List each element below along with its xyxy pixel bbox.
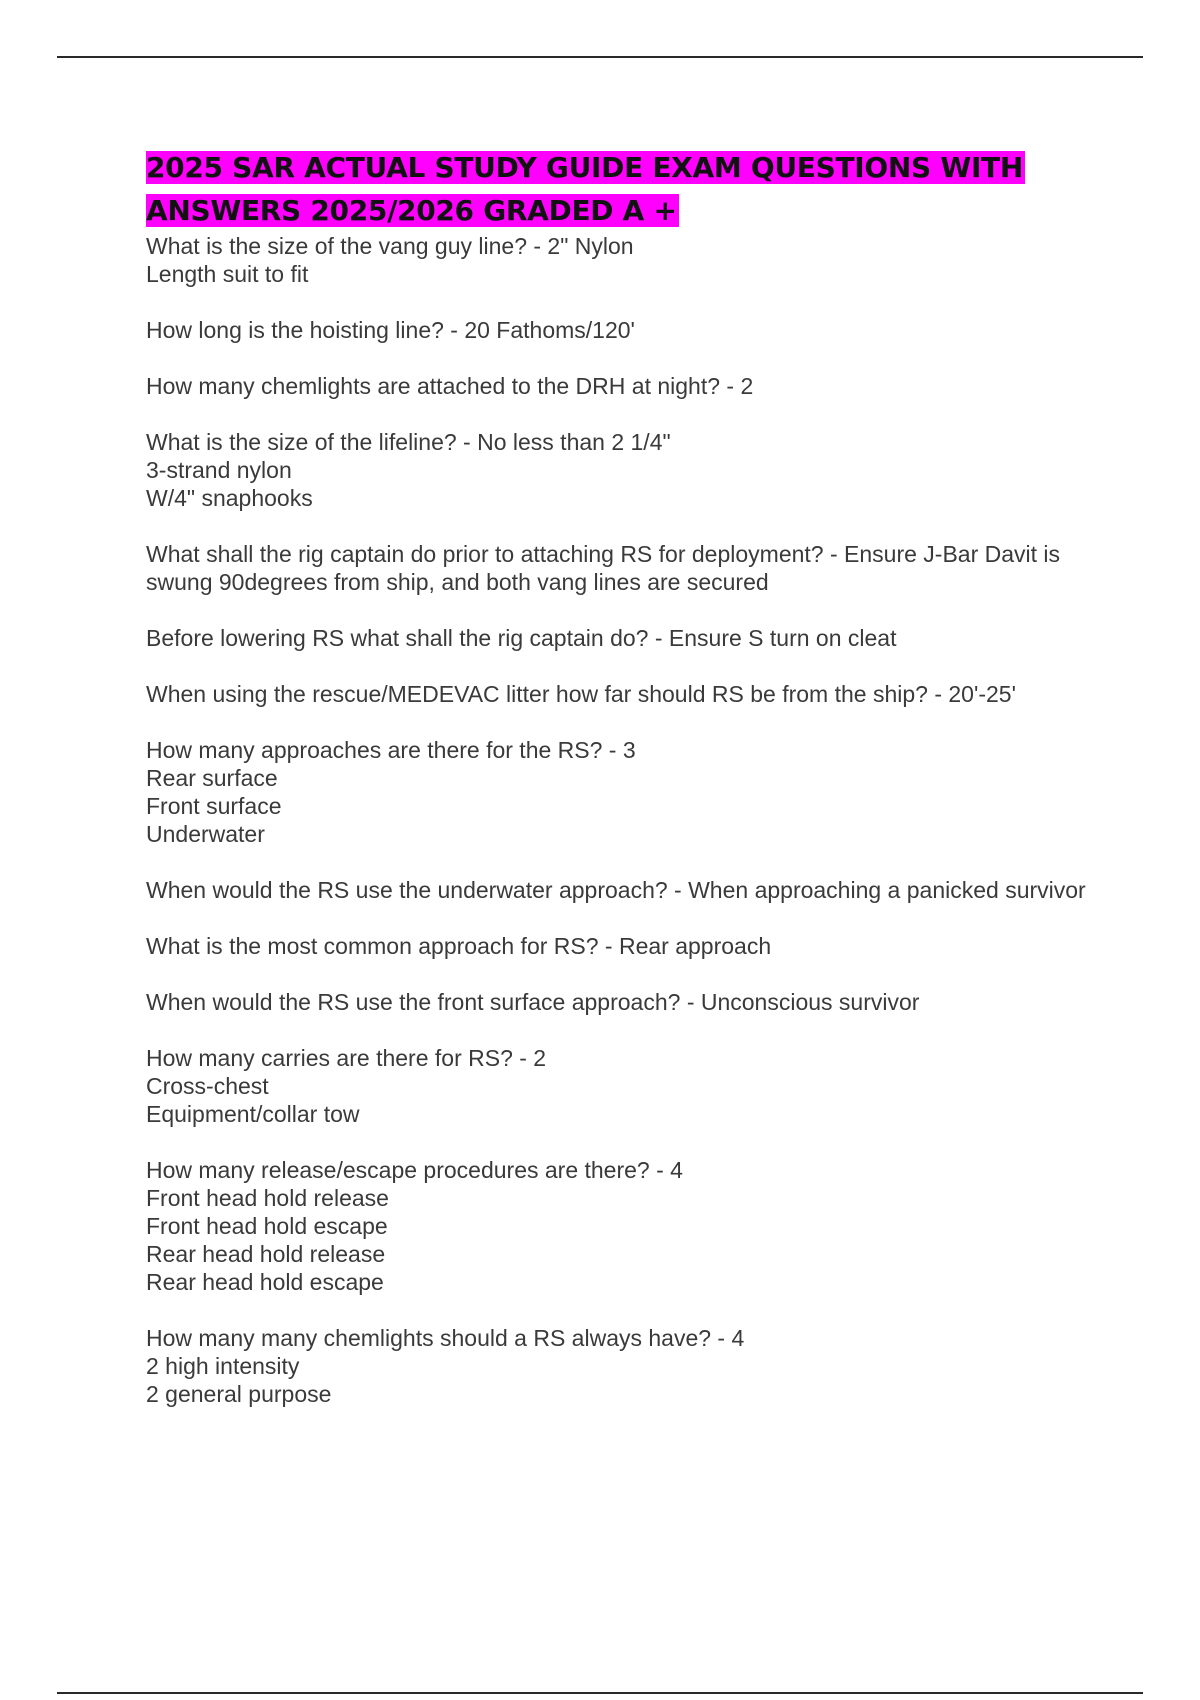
qa-item: [146, 876, 1096, 904]
qa-question: How many many chemlights should a RS always have? - 4: [146, 1325, 745, 1351]
qa-item: [146, 1044, 1096, 1128]
qa-item: [146, 932, 1096, 960]
qa-question: What shall the rig captain do prior to attaching RS for deployment? - Ensure J-Bar Davit is swung 90degrees from ship, and both vang lines are secured: [146, 541, 1061, 595]
qa-item: [146, 1324, 1096, 1408]
qa-question: How many carries are there for RS? - 2: [146, 1045, 547, 1071]
qa-detail: Front surface: [146, 793, 282, 819]
qa-question: What is the size of the vang guy line? - 2" Nylon: [146, 233, 634, 259]
qa-question: When would the RS use the front surface approach? - Unconscious survivor: [146, 989, 920, 1015]
qa-detail: Rear head hold escape: [146, 1269, 384, 1295]
qa-question: Before lowering RS what shall the rig captain do? - Ensure S turn on cleat: [146, 625, 897, 651]
qa-question: How long is the hoisting line? - 20 Fathoms/120': [146, 317, 635, 343]
qa-question: What is the size of the lifeline? - No less than 2 1/4": [146, 429, 671, 455]
qa-question: What is the most common approach for RS? - Rear approach: [146, 933, 772, 959]
qa-item: [146, 428, 1096, 512]
qa-detail: Length suit to fit: [146, 261, 309, 287]
qa-list: [146, 232, 1096, 1408]
qa-detail: Front head hold escape: [146, 1213, 388, 1239]
top-rule: [57, 56, 1143, 58]
qa-detail: 3-strand nylon: [146, 457, 292, 483]
qa-question: How many release/escape procedures are there? - 4: [146, 1157, 683, 1183]
qa-item: [146, 988, 1096, 1016]
qa-item: [146, 540, 1096, 596]
qa-detail: Equipment/collar tow: [146, 1101, 360, 1127]
qa-question: How many approaches are there for the RS? - 3: [146, 737, 636, 763]
qa-detail: Rear head hold release: [146, 1241, 386, 1267]
qa-item: [146, 624, 1096, 652]
qa-detail: W/4" snaphooks: [146, 485, 313, 511]
qa-detail: Underwater: [146, 821, 265, 847]
qa-item: [146, 316, 1096, 344]
qa-detail: Front head hold release: [146, 1185, 389, 1211]
qa-item: [146, 736, 1096, 848]
qa-question: How many chemlights are attached to the DRH at night? - 2: [146, 373, 754, 399]
qa-item: [146, 680, 1096, 708]
qa-question: When using the rescue/MEDEVAC litter how far should RS be from the ship? - 20'-25': [146, 681, 1016, 707]
document-body: [146, 146, 1096, 1436]
qa-detail: 2 general purpose: [146, 1381, 332, 1407]
qa-item: [146, 232, 1096, 288]
document-title: [146, 146, 1096, 232]
title-highlight: 2025 SAR ACTUAL STUDY GUIDE EXAM QUESTIONS WITH ANSWERS 2025/2026 GRADED A +: [146, 151, 1023, 227]
qa-item: [146, 1156, 1096, 1296]
qa-detail: Rear surface: [146, 765, 278, 791]
qa-detail: Cross-chest: [146, 1073, 269, 1099]
qa-item: [146, 372, 1096, 400]
qa-detail: 2 high intensity: [146, 1353, 300, 1379]
bottom-rule: [57, 1692, 1143, 1694]
qa-question: When would the RS use the underwater approach? - When approaching a panicked survivor: [146, 877, 1086, 903]
